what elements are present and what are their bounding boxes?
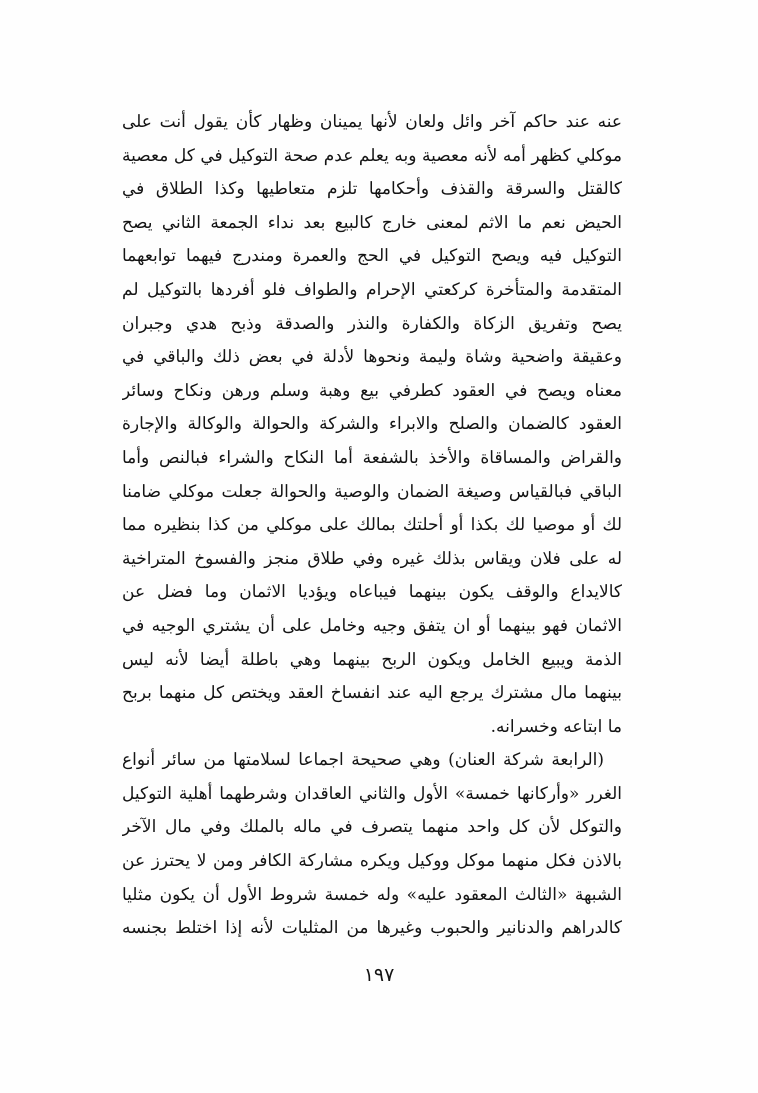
- text-line: التوكيل فيه ويصح التوكيل في الحج والعمرة ومندرج فيهما توابعهما: [122, 246, 622, 267]
- paragraph-start-line: (الرابعة شركة العنان) وهي صحيحة اجماعا لسلامتها من سائر أنواع: [122, 750, 604, 771]
- text-line: الشبهة «الثالث المعقود عليه» وله خمسة شروط الأول أن يكون مثليا: [122, 884, 622, 905]
- text-line: الحيض نعم ما الاثم لمعنى خارج كالبيع بعد نداء الجمعة الثاني يصح: [122, 212, 622, 233]
- page-number: ١٩٧: [363, 964, 395, 986]
- text-line: المتقدمة والمتأخرة كركعتي الإحرام والطواف فلو أفردها بالتوكيل لم: [122, 279, 622, 300]
- text-line: العقود كالضمان والصلح والابراء والشركة والحوالة والوكالة والإجارة: [122, 414, 622, 435]
- text-line: كالايداع والوقف يكون بينهما فيباعاه ويؤديا الاثمان وما فضل عن: [122, 582, 622, 603]
- text-line: لك أو موصيا لك بكذا أو أحلتك بمالك على موكلي من كذا بنظيره مما: [122, 515, 622, 536]
- text-line: وعقيقة واضحية وشاة وليمة ونحوها لأدلة في بعض ذلك والباقي في: [122, 347, 622, 368]
- text-line: يصح وتفريق الزكاة والكفارة والنذر والصدقة وذبح هدي وجبران: [122, 313, 622, 334]
- text-line: كالدراهم والدنانير والحبوب وغيرها من المثليات لأنه إذا اختلط بجنسه: [122, 918, 622, 939]
- body-text: [122, 106, 622, 946]
- text-line: بينهما مال مشترك يرجع اليه عند انفساخ العقد ويختص كل منهما بربح: [122, 683, 622, 704]
- text-line: الغرر «وأركانها خمسة» الأول والثاني العاقدان وشرطهما أهلية التوكيل: [122, 783, 622, 804]
- text-line: الباقي فبالقياس وصيغة الضمان والوصية والحوالة جعلت موكلي ضامنا: [122, 481, 622, 502]
- text-line: الاثمان فهو بينهما أو ان يتفق وجيه وخامل على أن يشتري الوجيه في: [122, 615, 622, 636]
- text-line: الذمة ويبيع الخامل ويكون الربح بينهما وهي باطلة أيضا لأنه ليس: [122, 649, 622, 670]
- text-line: معناه ويصح في العقود كطرفي بيع وهبة وسلم ورهن ونكاح وسائر: [122, 380, 622, 401]
- text-line: عنه عند حاكم آخر وائل ولعان لأنها يمينان وظهار كأن يقول أنت على: [122, 112, 622, 132]
- text-line: له على فلان ويقاس بذلك غيره وفي طلاق منجز والفسوخ المتراخية: [122, 548, 622, 569]
- text-line: بالاذن فكل منهما موكل ووكيل ويكره مشاركة الكافر ومن لا يحترز عن: [122, 851, 622, 872]
- text-line: والتوكل لأن كل واحد منهما يتصرف في ماله بالملك وفي مال الآخر: [122, 817, 622, 838]
- paragraph-end-line: ما ابتاعه وخسرانه.: [490, 716, 622, 737]
- text-line: والقراض والمساقاة والأخذ بالشفعة أما النكاح والشراء فبالنص وأما: [122, 447, 622, 468]
- text-line: موكلي كظهر أمه لأنه معصية وبه يعلم عدم صحة التوكيل في كل معصية: [122, 145, 622, 166]
- text-line: كالقتل والسرقة والقذف وأحكامها تلزم متعاطيها وكذا الطلاق في: [122, 179, 622, 200]
